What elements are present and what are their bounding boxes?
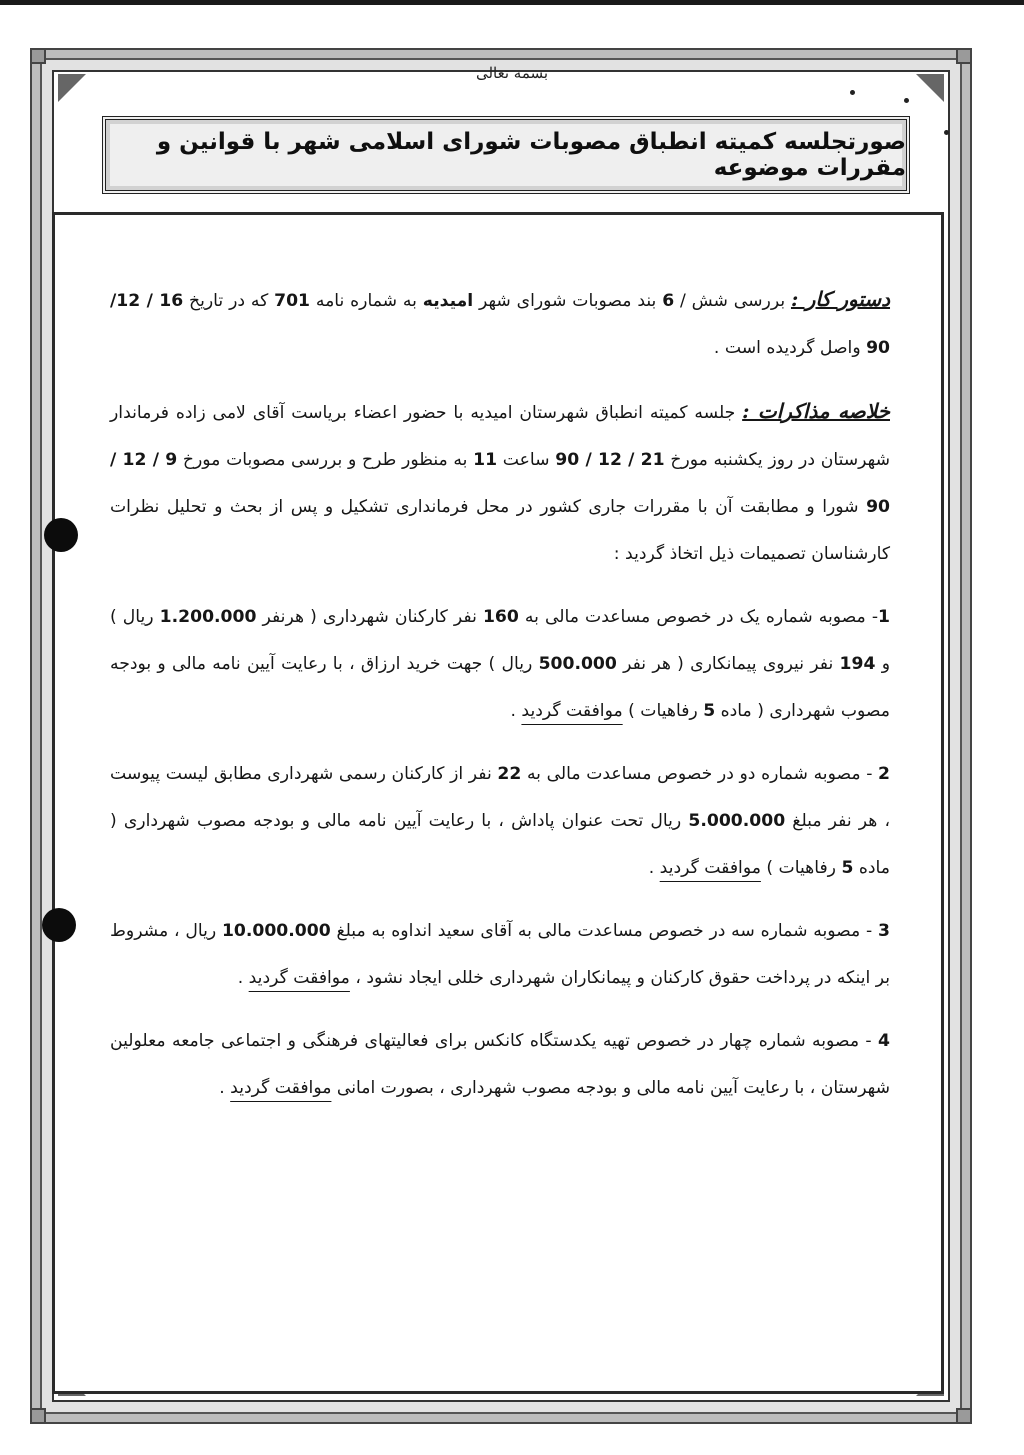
corner-ornament-bottom-right: [956, 1408, 972, 1424]
resolution-item-3: 3 - مصوبه شماره سه در خصوص مساعدت مالی به آقای سعید انداوه به مبلغ 10.000.000 ریال ، مشروط بر اینکه در پرداخت حقوق کارکنان و پیمانکاران شهرداری خللی ایجاد نشود ، موافقت گردید .: [110, 921, 890, 988]
corner-ornament-top-right: [956, 48, 972, 64]
resolution-item-2: 2 - مصوبه شماره دو در خصوص مساعدت مالی به 22 نفر از کارکنان رسمی شهرداری مطابق لیست پیوست ، هر نفر مبلغ 5.000.000 ریال تحت عنوان پاداش ، با رعایت آیین نامه مالی و بودجه مصوب شهرداری ( ماده 5 رفاهیات ) موافقت گردید .: [110, 764, 890, 878]
agenda-date: 16 / 12/ 90: [110, 291, 890, 358]
corner-ornament-top-left: [30, 48, 46, 64]
minutes-body: [110, 276, 890, 1112]
corner-ornament-bottom-left: [30, 1408, 46, 1424]
scan-top-edge: [0, 0, 1024, 5]
scan-speck: [944, 130, 949, 135]
item-number: 2: [878, 764, 890, 784]
punch-hole-bottom: [42, 908, 76, 942]
approval-text: موافقت گردید: [248, 968, 350, 988]
summary-label: خلاصه مذاکرات :: [742, 399, 890, 423]
resolution-item-4: 4 - مصوبه شماره چهار در خصوص تهیه یکدستگاه کانکس برای فعالیتهای فرهنگی و اجتماعی جامعه معلولین شهرستان ، با رعایت آیین نامه مالی و بودجه مصوب شهرداری ، بصورت امانی موافقت گردید .: [110, 1031, 890, 1098]
basmala-heading: بسمه تعالی: [475, 64, 549, 82]
punch-hole-top: [44, 518, 78, 552]
summary-paragraph: خلاصه مذاکرات : جلسه کمیته انطباق شهرستان امیدیه با حضور اعضاء بریاست آقای لامی زاده فرماندار شهرستان در روز یکشنبه مورخ 21 / 12 / 90 ساعت 11 به منظور طرح و بررسی مصوبات مورخ 9 / 12 / 90 شورا و مطابقت آن با مقررات جاری کشور در محل فرمانداری تشکیل و پس از بحث و تحلیل نظرات کارشناسان تصمیمات ذیل اتخاذ گردید :: [110, 399, 890, 564]
title-box: [102, 116, 910, 194]
approval-text: موافقت گردید: [521, 701, 623, 721]
approval-text: موافقت گردید: [659, 858, 761, 878]
agenda-label: دستور کار :: [790, 287, 891, 311]
item-number: 1: [878, 607, 890, 627]
item-number: 4: [878, 1031, 890, 1051]
agenda-paragraph: دستور کار : بررسی شش / 6 بند مصوبات شورای شهر امیدیه به شماره نامه 701 که در تاریخ 16 / 12/ 90 واصل گردیده است .: [110, 287, 891, 358]
scan-speck: [850, 90, 855, 95]
scan-speck: [904, 98, 909, 103]
resolution-item-1: 1- مصوبه شماره یک در خصوص مساعدت مالی به 160 نفر کارکنان شهرداری ( هرنفر 1.200.000 ریال ) و 194 نفر نیروی پیمانکاری ( هر نفر 500.000 ریال ) جهت خرید ارزاق ، با رعایت آیین نامه مالی و بودجه مصوب شهرداری ( ماده 5 رفاهیات ) موافقت گردید .: [110, 607, 890, 721]
approval-text: موافقت گردید: [230, 1078, 332, 1098]
document-title: صورتجلسه کمیته انطباق مصوبات شورای اسلامی شهر با قوانین و مقررات موضوعه: [156, 129, 906, 181]
item-number: 3: [878, 921, 890, 941]
